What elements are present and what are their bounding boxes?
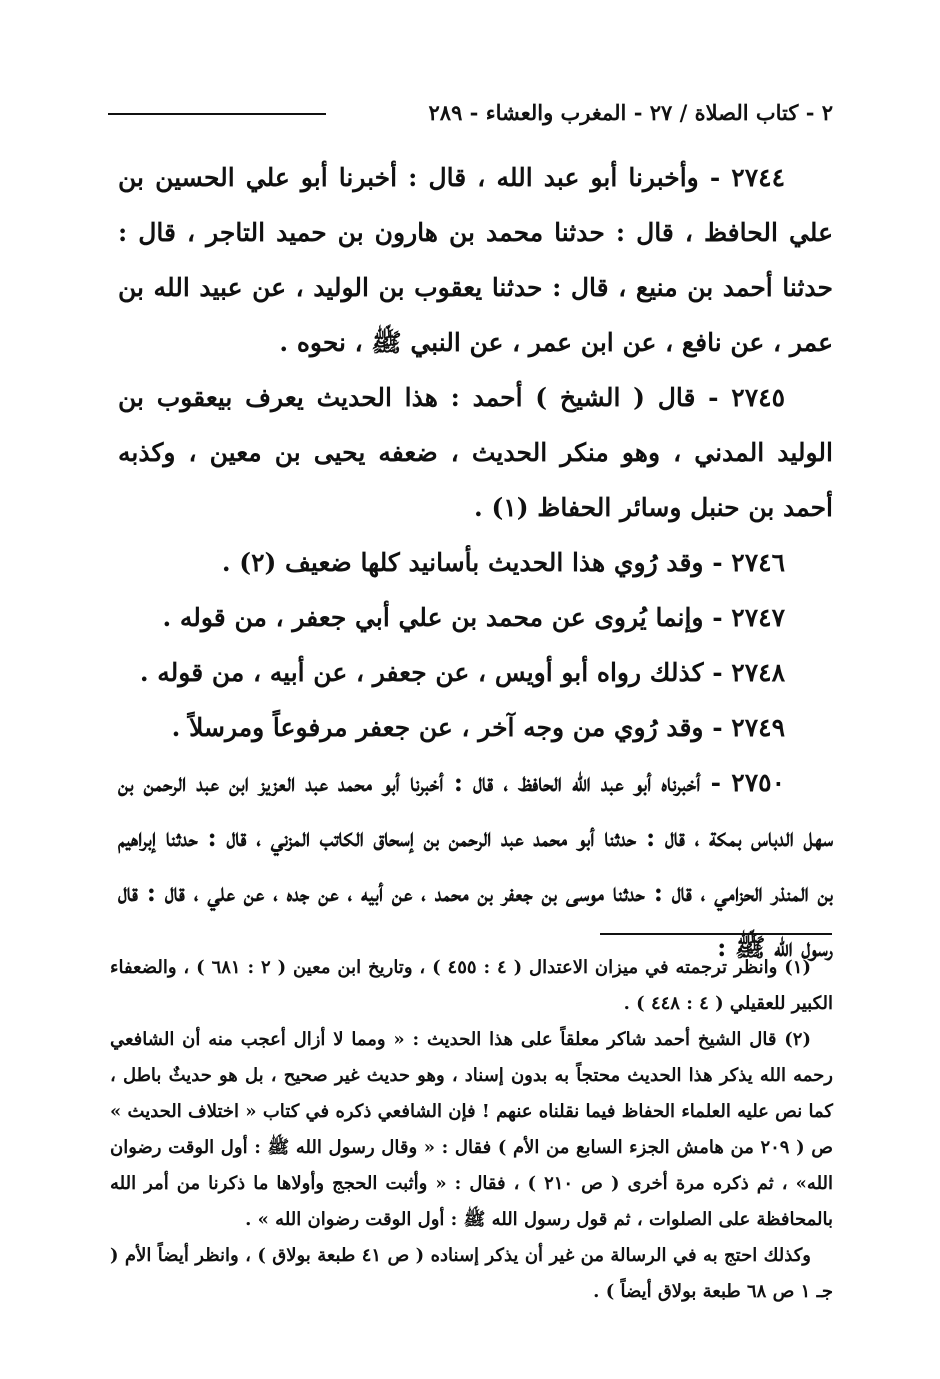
hadith-2747: ٢٧٤٧ - وإنما يُروى عن محمد بن علي أبي جعفر ، من قوله . (162, 603, 785, 632)
running-title: ٢ - كتاب الصلاة / ٢٧ - المغرب والعشاء - ٢٨٩ (428, 100, 833, 125)
hadith-2750: ٢٧٥٠ - أخبرناه أبو عبد الله الحافظ ، قال : أخبرنا أبو محمد عبد العزيز ابن عبد الرحمن بن سهل الدباس بمكة ، قال : حدثنا أبو محمد عبد الرحمن بن إسحاق الكاتب المزني ، قال : حدثنا إبراهيم بن المنذر الحزامي ، قال : حدثنا موسى بن جعفر بن محمد ، عن أبيه ، عن جده ، عن علي ، قال : قال رسول الله ﷺ : (118, 768, 833, 962)
running-header (108, 95, 833, 131)
footnote-1: (١) وانظر ترجمته في ميزان الاعتدال ( ٤ : ٤٥٥ ) ، وتاريخ ابن معين ( ٢ : ٦٨١ ) ، والضعفاء الكبير للعقيلي ( ٤ : ٤٤٨ ) . (110, 957, 833, 1014)
header-rule (108, 113, 326, 115)
footnotes (110, 950, 833, 1310)
footnote-2: (٢) قال الشيخ أحمد شاكر معلقاً على هذا الحديث : « ومما لا أزال أعجب منه أن الشافعي رحمه الله يذكر هذا الحديث محتجاً به بدون إسناد ، وهو حديث غير صحيح ، بل هو حديثٌ باطل ، كما نص عليه العلماء الحفاظ فيما نقلناه عنهم ! فإن الشافعي ذكره في كتاب « اختلاف الحديث » ص ( ٢٠٩ من هامش الجزء السابع من الأم ) فقال : « وقال رسول الله ﷺ : أول الوقت رضوان الله» ، ثم ذكره مرة أخرى ( ص ٢١٠ ) ، فقال : « وأثبت الحجج وأولاها ما ذكرنا من أمر الله بالمحافظة على الصلوات ، ثم قول رسول الله ﷺ : أول الوقت رضوان الله » . (110, 1029, 834, 1230)
footnote-2-continued: وكذلك احتج به في الرسالة من غير أن يذكر إسناده ( ص ٤١ طبعة بولاق ) ، وانظر أيضاً الأم ( جـ ١ ص ٦٨ طبعة بولاق أيضاً ) . (110, 1245, 833, 1302)
main-text (118, 150, 833, 975)
hadith-2749: ٢٧٤٩ - وقد رُوي من وجه آخر ، عن جعفر مرفوعاً ومرسلاً . (171, 713, 785, 742)
hadith-2746: ٢٧٤٦ - وقد رُوي هذا الحديث بأسانيد كلها ضعيف (٢) . (221, 548, 785, 577)
footnote-separator (600, 933, 832, 935)
hadith-2744: ٢٧٤٤ - وأخبرنا أبو عبد الله ، قال : أخبرنا أبو علي الحسين بن علي الحافظ ، قال : حدثنا محمد بن هارون بن حميد التاجر ، قال : حدثنا أحمد بن منيع ، قال : حدثنا يعقوب بن الوليد ، عن عبيد الله بن عمر ، عن نافع ، عن ابن عمر ، عن النبي ﷺ ، نحوه . (118, 163, 833, 357)
commentary-2745: ٢٧٤٥ - قال ( الشيخ ) أحمد : هذا الحديث يعرف بيعقوب بن الوليد المدني ، وهو منكر الحديث ، ضعفه يحيى بن معين ، وكذبه أحمد بن حنبل وسائر الحفاظ (١) . (118, 383, 833, 522)
hadith-2748: ٢٧٤٨ - كذلك رواه أبو أويس ، عن جعفر ، عن أبيه ، من قوله . (139, 658, 785, 687)
